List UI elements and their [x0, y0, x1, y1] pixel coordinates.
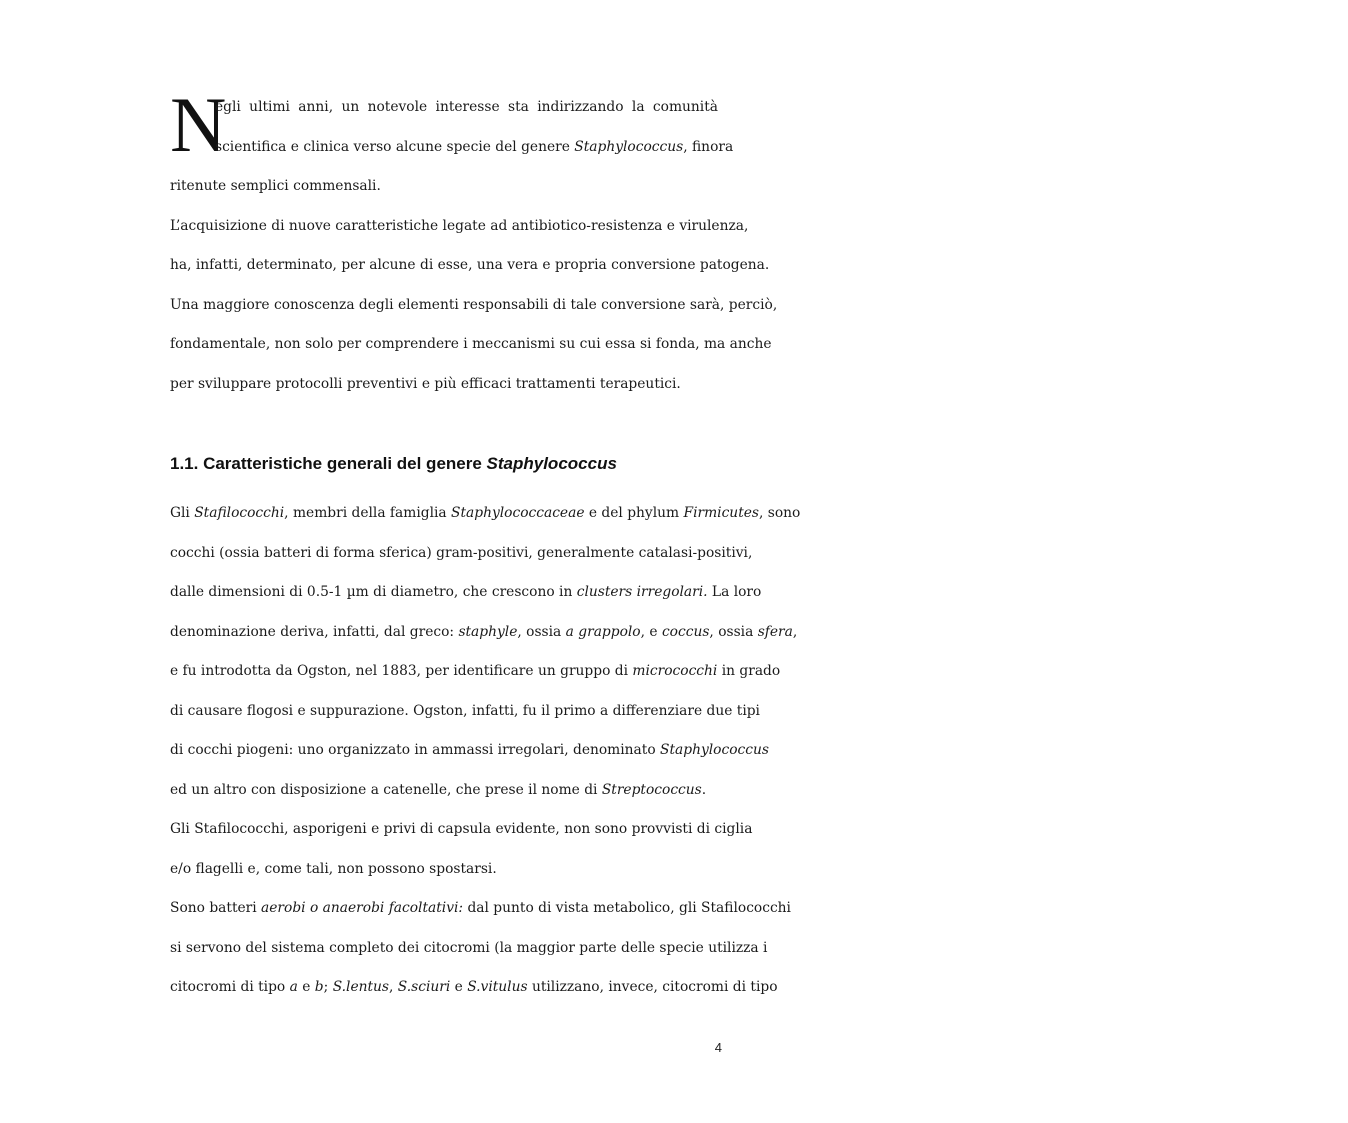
text-line: Gli Stafilococchi, asporigeni e privi di capsula evidente, non sono provvisti di ciglia — [170, 821, 753, 837]
text-line: ha, infatti, determinato, per alcune di esse, una vera e propria conversione patogena. — [170, 257, 770, 273]
text-line: di cocchi piogeni: uno organizzato in ammassi irregolari, denominato Staphylococcus — [170, 742, 769, 758]
text-line: ritenute semplici commensali. — [170, 178, 381, 194]
text-line: fondamentale, non solo per comprendere i meccanismi su cui essa si fonda, ma anche — [170, 336, 772, 352]
page-number: 4 — [714, 1040, 722, 1055]
text-line: di causare flogosi e suppurazione. Ogston, infatti, fu il primo a differenziare due tipi — [170, 702, 760, 719]
text-line: Una maggiore conoscenza degli elementi responsabili di tale conversione sarà, perciò, — [170, 296, 778, 313]
drop-cap: N — [170, 81, 226, 168]
text-line: denominazione deriva, infatti, dal greco: staphyle, ossia a grappolo, e coccus, ossia sfera, — [170, 623, 798, 640]
section-heading: 1.1. Caratteristiche generali del genere Staphylococcus — [170, 454, 617, 473]
text-line: Sono batteri aerobi o anaerobi facoltativi: dal punto di vista metabolico, gli Stafilococchi — [170, 900, 791, 916]
text-line: citocromi di tipo a e b; S.lentus, S.sciuri e S.vitulus utilizzano, invece, citocromi di tipo — [170, 979, 778, 995]
text-line: per sviluppare protocolli preventivi e più efficaci trattamenti terapeutici. — [170, 375, 681, 392]
text-line: ed un altro con disposizione a catenelle, che prese il nome di Streptococcus. — [170, 781, 707, 798]
page-content — [170, 81, 801, 1008]
text-line: egli ultimi anni, un notevole interesse sta indirizzando la comunità — [215, 99, 718, 115]
text-line: cocchi (ossia batteri di forma sferica) gram-positivi, generalmente catalasi-positivi, — [170, 544, 753, 561]
text-line: scientifica e clinica verso alcune specie del genere Staphylococcus, finora — [215, 138, 734, 155]
text-line: L’acquisizione di nuove caratteristiche legate ad antibiotico-resistenza e virulenza, — [170, 217, 749, 234]
text-line: e/o flagelli e, come tali, non possono spostarsi. — [170, 860, 497, 877]
text-line: Gli Stafilococchi, membri della famiglia Staphylococcaceae e del phylum Firmicutes, sono — [170, 505, 801, 521]
text-line: dalle dimensioni di 0.5-1 µm di diametro, che crescono in clusters irregolari. La loro — [170, 584, 762, 600]
text-line: e fu introdotta da Ogston, nel 1883, per identificare un gruppo di micrococchi in grado — [170, 663, 781, 679]
text-line: si servono del sistema completo dei citocromi (la maggior parte delle specie utilizza i — [170, 939, 768, 956]
